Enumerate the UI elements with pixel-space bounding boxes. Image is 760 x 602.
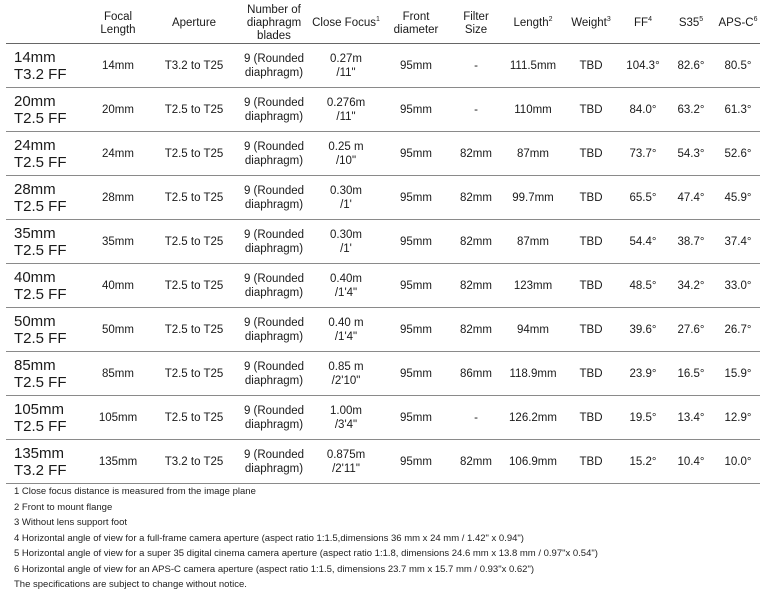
footnote-line: 6 Horizontal angle of view for an APS-C camera aperture (aspect ratio 1:1.5, dimensions 23.7 mm x 15.7 mm / 0.93"x 0.62") xyxy=(14,563,534,575)
lens-name-cell xyxy=(6,440,86,484)
filter-size-cell: - xyxy=(450,396,502,440)
s35-angle-cell: 47.4° xyxy=(668,176,714,220)
length-cell: 94mm xyxy=(502,308,564,352)
s35-angle-cell: 16.5° xyxy=(668,352,714,396)
table-row xyxy=(6,264,760,308)
close-focus-imperial: /1'4" xyxy=(334,330,358,343)
weight-cell: TBD xyxy=(564,132,618,176)
filter-size-cell: 82mm xyxy=(450,132,502,176)
blades-line1: 9 (Rounded xyxy=(243,272,305,285)
table-row xyxy=(6,132,760,176)
lens-tstop: T3.2 FF xyxy=(14,65,67,83)
front-diameter-cell: 95mm xyxy=(382,396,450,440)
blades-cell xyxy=(238,308,310,352)
close-focus-cell xyxy=(310,132,382,176)
ff-angle-cell: 104.3° xyxy=(618,44,668,88)
weight-cell: TBD xyxy=(564,352,618,396)
header-apsc-label: APS-C xyxy=(718,17,754,29)
table-row xyxy=(6,88,760,132)
aperture-cell: T2.5 to T25 xyxy=(150,396,238,440)
s35-angle-cell: 82.6° xyxy=(668,44,714,88)
filter-size-cell: 82mm xyxy=(450,176,502,220)
front-diameter-cell: 95mm xyxy=(382,132,450,176)
weight-cell: TBD xyxy=(564,308,618,352)
lens-name-cell xyxy=(6,308,86,352)
close-focus-metric: 0.30m xyxy=(330,228,362,241)
focal-length-cell: 105mm xyxy=(86,396,150,440)
lens-tstop: T2.5 FF xyxy=(14,197,67,215)
header-weight-footnote: 3 xyxy=(606,16,611,24)
close-focus-metric: 0.276m xyxy=(326,96,366,109)
front-diameter-cell: 95mm xyxy=(382,176,450,220)
apsc-angle-cell: 37.4° xyxy=(714,220,760,264)
close-focus-imperial: /10" xyxy=(335,154,357,167)
lens-focal: 135mm xyxy=(14,444,65,462)
header-blades: Number of diaphragm blades xyxy=(238,4,310,44)
table-row xyxy=(6,220,760,264)
blades-cell xyxy=(238,88,310,132)
aperture-cell: T2.5 to T25 xyxy=(150,308,238,352)
lens-tstop: T2.5 FF xyxy=(14,329,67,347)
header-apsc xyxy=(714,4,760,44)
aperture-cell: T3.2 to T25 xyxy=(150,44,238,88)
header-close-focus-footnote: 1 xyxy=(376,16,380,24)
close-focus-cell xyxy=(310,440,382,484)
weight-cell: TBD xyxy=(564,44,618,88)
ff-angle-cell: 23.9° xyxy=(618,352,668,396)
blades-cell xyxy=(238,352,310,396)
blades-cell xyxy=(238,396,310,440)
header-ff-footnote: 4 xyxy=(648,16,652,24)
length-cell: 123mm xyxy=(502,264,564,308)
aperture-cell: T2.5 to T25 xyxy=(150,176,238,220)
lens-focal: 24mm xyxy=(14,136,56,154)
apsc-angle-cell: 61.3° xyxy=(714,88,760,132)
blades-line1: 9 (Rounded xyxy=(243,140,305,153)
blades-line1: 9 (Rounded xyxy=(243,96,305,109)
blades-line2: diaphragm) xyxy=(244,242,304,255)
focal-length-cell: 24mm xyxy=(86,132,150,176)
aperture-cell: T2.5 to T25 xyxy=(150,264,238,308)
blades-cell xyxy=(238,220,310,264)
table-row xyxy=(6,440,760,484)
apsc-angle-cell: 12.9° xyxy=(714,396,760,440)
blades-line1: 9 (Rounded xyxy=(243,360,305,373)
blades-line2: diaphragm) xyxy=(244,198,304,211)
blades-line1: 9 (Rounded xyxy=(243,228,305,241)
filter-size-cell: 82mm xyxy=(450,220,502,264)
filter-size-cell: 82mm xyxy=(450,440,502,484)
weight-cell: TBD xyxy=(564,88,618,132)
lens-spec-table xyxy=(6,4,760,484)
lens-focal: 85mm xyxy=(14,356,56,374)
aperture-cell: T2.5 to T25 xyxy=(150,352,238,396)
filter-size-cell: 82mm xyxy=(450,308,502,352)
blades-line1: 9 (Rounded xyxy=(243,316,305,329)
close-focus-metric: 0.25 m xyxy=(328,140,364,153)
close-focus-metric: 0.27m xyxy=(330,52,362,65)
s35-angle-cell: 63.2° xyxy=(668,88,714,132)
lens-tstop: T2.5 FF xyxy=(14,109,67,127)
lens-focal: 20mm xyxy=(14,92,56,110)
s35-angle-cell: 54.3° xyxy=(668,132,714,176)
blades-line2: diaphragm) xyxy=(244,110,304,123)
blades-cell xyxy=(238,132,310,176)
focal-length-cell: 40mm xyxy=(86,264,150,308)
aperture-cell: T2.5 to T25 xyxy=(150,220,238,264)
apsc-angle-cell: 10.0° xyxy=(714,440,760,484)
blades-line2: diaphragm) xyxy=(244,462,304,475)
blades-line1: 9 (Rounded xyxy=(243,184,305,197)
lens-focal: 14mm xyxy=(14,48,56,66)
header-front-diameter: Front diameter xyxy=(382,4,450,44)
blades-line2: diaphragm) xyxy=(244,286,304,299)
blades-line2: diaphragm) xyxy=(244,154,304,167)
front-diameter-cell: 95mm xyxy=(382,264,450,308)
footnote-line: 3 Without lens support foot xyxy=(14,517,128,528)
header-length-label: Length xyxy=(513,17,549,29)
lens-focal: 50mm xyxy=(14,312,56,330)
lens-name-cell xyxy=(6,220,86,264)
header-close-focus xyxy=(310,4,382,44)
lens-focal: 28mm xyxy=(14,180,56,198)
close-focus-cell xyxy=(310,396,382,440)
apsc-angle-cell: 80.5° xyxy=(714,44,760,88)
footnote-line: 2 Front to mount flange xyxy=(14,501,113,513)
close-focus-imperial: /3'4" xyxy=(334,418,358,431)
ff-angle-cell: 54.4° xyxy=(618,220,668,264)
lens-name-cell xyxy=(6,132,86,176)
length-cell: 87mm xyxy=(502,220,564,264)
header-weight-label: Weight xyxy=(571,17,607,29)
close-focus-metric: 0.875m xyxy=(326,448,366,461)
blades-line1: 9 (Rounded xyxy=(243,448,305,461)
filter-size-cell: - xyxy=(450,44,502,88)
front-diameter-cell: 95mm xyxy=(382,440,450,484)
blades-line2: diaphragm) xyxy=(244,418,304,431)
apsc-angle-cell: 45.9° xyxy=(714,176,760,220)
blades-line2: diaphragm) xyxy=(244,330,304,343)
close-focus-imperial: /2'11" xyxy=(332,462,360,475)
close-focus-cell xyxy=(310,88,382,132)
front-diameter-cell: 95mm xyxy=(382,308,450,352)
table-row xyxy=(6,308,760,352)
focal-length-cell: 135mm xyxy=(86,440,150,484)
close-focus-metric: 1.00m xyxy=(330,404,362,417)
focal-length-cell: 85mm xyxy=(86,352,150,396)
weight-cell: TBD xyxy=(564,220,618,264)
s35-angle-cell: 34.2° xyxy=(668,264,714,308)
length-cell: 106.9mm xyxy=(502,440,564,484)
apsc-angle-cell: 52.6° xyxy=(714,132,760,176)
lens-name-cell xyxy=(6,264,86,308)
close-focus-metric: 0.40m xyxy=(330,272,362,285)
lens-tstop: T3.2 FF xyxy=(14,461,67,479)
blades-cell xyxy=(238,176,310,220)
focal-length-cell: 35mm xyxy=(86,220,150,264)
front-diameter-cell: 95mm xyxy=(382,220,450,264)
close-focus-cell xyxy=(310,352,382,396)
header-length xyxy=(502,4,564,44)
filter-size-cell: 82mm xyxy=(450,264,502,308)
blades-cell xyxy=(238,44,310,88)
header-s35-label: S35 xyxy=(678,17,700,29)
table-row xyxy=(6,396,760,440)
front-diameter-cell: 95mm xyxy=(382,352,450,396)
footnote-line: 1 Close focus distance is measured from the image plane xyxy=(14,486,256,497)
blades-line1: 9 (Rounded xyxy=(243,404,305,417)
length-cell: 110mm xyxy=(502,88,564,132)
lens-tstop: T2.5 FF xyxy=(14,241,67,259)
ff-angle-cell: 65.5° xyxy=(618,176,668,220)
close-focus-imperial: /11" xyxy=(336,66,356,79)
aperture-cell: T2.5 to T25 xyxy=(150,88,238,132)
ff-angle-cell: 39.6° xyxy=(618,308,668,352)
close-focus-metric: 0.40 m xyxy=(328,316,364,329)
focal-length-cell: 14mm xyxy=(86,44,150,88)
table-row xyxy=(6,44,760,88)
length-cell: 87mm xyxy=(502,132,564,176)
close-focus-imperial: /11" xyxy=(336,110,356,123)
close-focus-cell xyxy=(310,176,382,220)
lens-focal: 35mm xyxy=(14,224,56,242)
header-ff xyxy=(618,4,668,44)
table-row xyxy=(6,176,760,220)
s35-angle-cell: 10.4° xyxy=(668,440,714,484)
aperture-cell: T3.2 to T25 xyxy=(150,440,238,484)
header-aperture: Aperture xyxy=(150,4,238,44)
footnote-line: 4 Horizontal angle of view for a full-frame camera aperture (aspect ratio 1:1.5,dimensions 36 mm x 24 mm / 1.42" x 0.94") xyxy=(14,532,524,544)
close-focus-cell xyxy=(310,308,382,352)
close-focus-imperial: /1' xyxy=(340,198,352,211)
lens-focal: 105mm xyxy=(14,400,65,418)
close-focus-metric: 0.85 m xyxy=(328,360,364,373)
header-s35-footnote: 5 xyxy=(699,16,704,24)
table-body xyxy=(6,44,760,484)
weight-cell: TBD xyxy=(564,440,618,484)
filter-size-cell: 86mm xyxy=(450,352,502,396)
length-cell: 111.5mm xyxy=(502,44,564,88)
blades-line2: diaphragm) xyxy=(244,374,304,387)
lens-name-cell xyxy=(6,44,86,88)
filter-size-cell: - xyxy=(450,88,502,132)
header-row xyxy=(6,4,760,44)
blades-cell xyxy=(238,264,310,308)
close-focus-imperial: /1' xyxy=(340,242,352,255)
length-cell: 126.2mm xyxy=(502,396,564,440)
close-focus-cell xyxy=(310,264,382,308)
blades-cell xyxy=(238,440,310,484)
s35-angle-cell: 38.7° xyxy=(668,220,714,264)
close-focus-imperial: /2'10" xyxy=(331,374,361,387)
close-focus-cell xyxy=(310,44,382,88)
front-diameter-cell: 95mm xyxy=(382,88,450,132)
lens-tstop: T2.5 FF xyxy=(14,153,67,171)
lens-tstop: T2.5 FF xyxy=(14,285,67,303)
close-focus-imperial: /1'4" xyxy=(334,286,358,299)
close-focus-metric: 0.30m xyxy=(330,184,362,197)
focal-length-cell: 50mm xyxy=(86,308,150,352)
focal-length-cell: 28mm xyxy=(86,176,150,220)
apsc-angle-cell: 15.9° xyxy=(714,352,760,396)
length-cell: 99.7mm xyxy=(502,176,564,220)
s35-angle-cell: 27.6° xyxy=(668,308,714,352)
length-cell: 118.9mm xyxy=(502,352,564,396)
ff-angle-cell: 84.0° xyxy=(618,88,668,132)
weight-cell: TBD xyxy=(564,264,618,308)
ff-angle-cell: 73.7° xyxy=(618,132,668,176)
weight-cell: TBD xyxy=(564,396,618,440)
lens-name-cell xyxy=(6,176,86,220)
lens-name-cell xyxy=(6,396,86,440)
ff-angle-cell: 15.2° xyxy=(618,440,668,484)
header-close-focus-label: Close Focus xyxy=(312,17,376,29)
front-diameter-cell: 95mm xyxy=(382,44,450,88)
header-ff-label: FF xyxy=(634,17,649,29)
ff-angle-cell: 19.5° xyxy=(618,396,668,440)
blades-line2: diaphragm) xyxy=(244,66,304,79)
close-focus-cell xyxy=(310,220,382,264)
table-row xyxy=(6,352,760,396)
blades-line1: 9 (Rounded xyxy=(243,52,305,65)
lens-tstop: T2.5 FF xyxy=(14,373,67,391)
footnotes xyxy=(14,484,598,593)
lens-name-cell xyxy=(6,352,86,396)
focal-length-cell: 20mm xyxy=(86,88,150,132)
lens-focal: 40mm xyxy=(14,268,56,286)
aperture-cell: T2.5 to T25 xyxy=(150,132,238,176)
footnote-line: 5 Horizontal angle of view for a super 35 digital cinema camera aperture (aspect ratio 1:1.8, dimensions 24.6 mm x 13.8 mm / 0.97"x 0.54") xyxy=(14,548,598,559)
header-lens xyxy=(6,4,86,44)
ff-angle-cell: 48.5° xyxy=(618,264,668,308)
header-focal-length: Focal Length xyxy=(86,4,150,44)
header-weight xyxy=(564,4,618,44)
header-filter-size: Filter Size xyxy=(450,4,502,44)
lens-tstop: T2.5 FF xyxy=(14,417,67,435)
lens-name-cell xyxy=(6,88,86,132)
apsc-angle-cell: 33.0° xyxy=(714,264,760,308)
apsc-angle-cell: 26.7° xyxy=(714,308,760,352)
footnote-line: The specifications are subject to change without notice. xyxy=(14,579,247,590)
header-length-footnote: 2 xyxy=(548,16,553,24)
header-s35 xyxy=(668,4,714,44)
s35-angle-cell: 13.4° xyxy=(668,396,714,440)
weight-cell: TBD xyxy=(564,176,618,220)
header-apsc-footnote: 6 xyxy=(753,16,758,24)
